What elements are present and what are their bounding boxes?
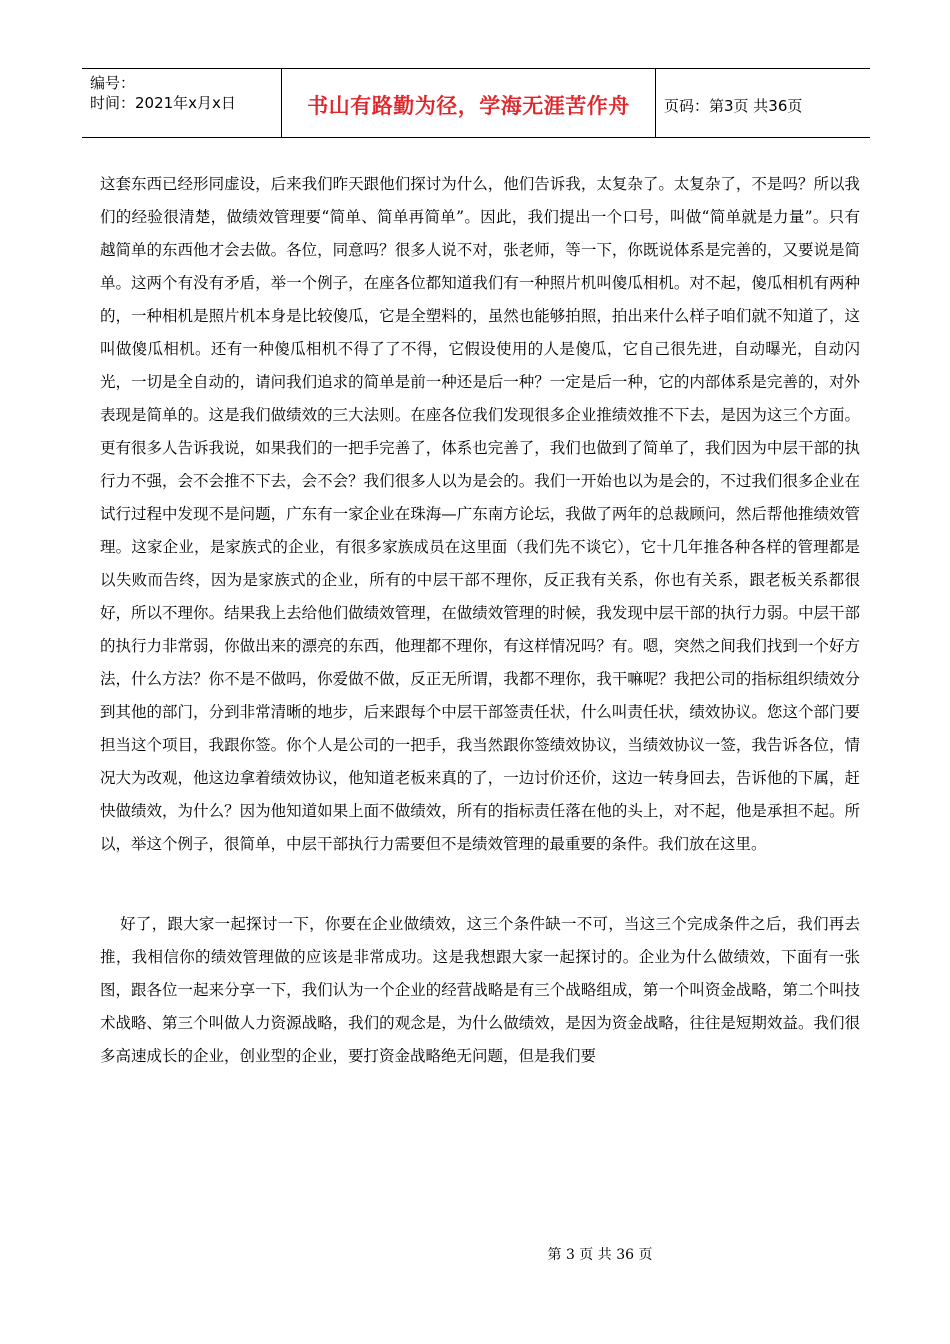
document-date: 时间：2021年x月x日 <box>90 94 236 112</box>
page-header <box>82 68 870 138</box>
document-body <box>100 168 860 1073</box>
paragraph-spacer <box>100 861 860 908</box>
body-paragraph-2: 好了，跟大家一起探讨一下，你要在企业做绩效，这三个条件缺一不可，当这三个完成条件之后，我们再去推，我相信你的绩效管理做的应该是非常成功。这是我想跟大家一起探讨的。企业为什么做绩效，下面有一张图，跟各位一起来分享一下，我们认为一个企业的经营战略是有三个战略组成，第一个叫资金战略，第二个叫技术战略、第三个叫做人力资源战略，我们的观念是，为什么做绩效，是因为资金战略，往往是短期效益。我们很多高速成长的企业，创业型的企业，要打资金战略绝无问题，但是我们要 <box>100 915 860 1065</box>
page-footer: 第 3 页 共 36 页 <box>547 1247 653 1263</box>
header-meta <box>82 69 282 137</box>
body-paragraph-1: 这套东西已经形同虚设，后来我们昨天跟他们探讨为什么，他们告诉我，太复杂了。太复杂了，不是吗？所以我们的经验很清楚，做绩效管理要“简单、简单再简单”。因此，我们提出一个口号，叫做“简单就是力量”。只有越简单的东西他才会去做。各位，同意吗？很多人说不对，张老师，等一下，你既说体系是完善的，又要说是简单。这两个有没有矛盾，举一个例子，在座各位都知道我们有一种照片机叫傻瓜相机。对不起，傻瓜相机有两种的，一种相机是照片机本身是比较傻瓜，它是全塑料的，虽然也能够拍照，拍出来什么样子咱们就不知道了，这叫做傻瓜相机。还有一种傻瓜相机不得了了不得，它假设使用的人是傻瓜，它自己很先进，自动曝光，自动闪光，一切是全自动的，请问我们追求的简单是前一种还是后一种？一定是后一种，它的内部体系是完善的，对外表现是简单的。这是我们做绩效的三大法则。在座各位我们发现很多企业推绩效推不下去，是因为这三个方面。更有很多人告诉我说，如果我们的一把手完善了，体系也完善了，我们也做到了简单了，我们因为中层干部的执行力不强，会不会推不下去，会不会？我们很多人以为是会的。我们一开始也以为是会的，不过我们很多企业在试行过程中发现不是问题，广东有一家企业在珠海—广东南方论坛，我做了两年的总裁顾问，然后帮他推绩效管理。这家企业，是家族式的企业，有很多家族成员在这里面（我们先不谈它），它十几年推各种各样的管理都是以失败而告终，因为是家族式的企业，所有的中层干部不理你，反正我有关系，你也有关系，跟老板关系都很好，所以不理你。结果我上去给他们做绩效管理，在做绩效管理的时候，我发现中层干部的执行力弱。中层干部的执行力非常弱，你做出来的漂亮的东西，他理都不理你，有这样情况吗？有。嗯，突然之间我们找到一个好方法，什么方法？你不是不做吗，你爱做不做，反正无所谓，我都不理你，我干嘛呢？我把公司的指标组织绩效分到其他的部门，分到非常清晰的地步，后来跟每个中层干部签责任状，什么叫责任状，绩效协议。您这个部门要担当这个项目，我跟你签。你个人是公司的一把手，我当然跟你签绩效协议，当绩效协议一签，我告诉各位，情况大为改观，他这边拿着绩效协议，他知道老板来真的了，一边讨价还价，这边一转身回去，告诉他的下属，赶快做绩效，为什么？因为他知道如果上面不做绩效，所有的指标责任落在他的头上，对不起，他是承担不起。所以，举这个例子，很简单，中层干部执行力需要但不是绩效管理的最重要的条件。我们放在这里。 <box>100 175 860 853</box>
header-slogan: 书山有路勤为径，学海无涯苦作舟 <box>282 69 656 137</box>
document-number-label: 编号： <box>90 74 136 92</box>
header-page-info: 页码：第3页 共36页 <box>664 96 803 115</box>
